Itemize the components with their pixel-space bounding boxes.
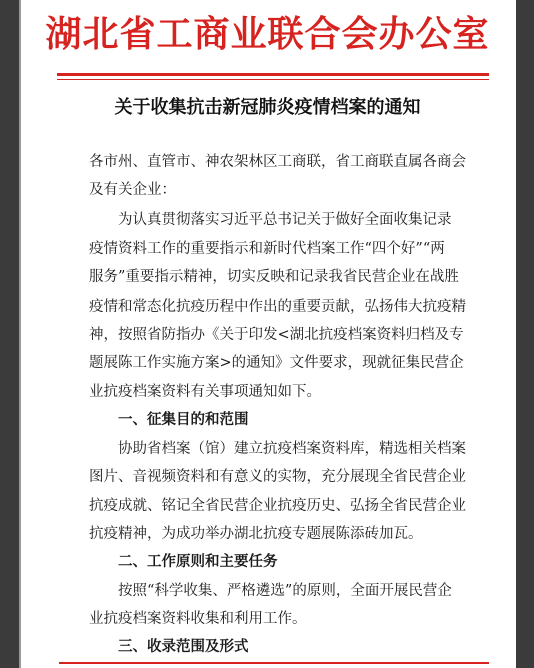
notice-line-17: 业抗疫档案资料收集和利用工作。: [89, 611, 307, 627]
notice-line-11: 协助省档案（馆）建立抗疫档案资料库，精选相关档案: [118, 441, 466, 457]
notice-line-1: 各市州、直管市、神农架林区工商联，省工商联直属各商会: [89, 154, 466, 170]
letterhead-rule-thick: [57, 73, 489, 76]
letterhead-org-name: 湖北省工商业联合会办公室: [45, 13, 490, 55]
notice-title: 关于收集抗击新冠肺炎疫情档案的通知: [114, 97, 421, 118]
section-heading-1: 一、征集目的和范围: [118, 412, 249, 428]
notice-line-9: 业抗疫档案资料有关事项通知如下。: [89, 384, 321, 400]
document-page: [19, 0, 516, 668]
section-heading-3: 三、收录范围及形式: [118, 639, 249, 655]
bottom-rule: [59, 662, 489, 664]
notice-line-2: 及有关企业：: [89, 182, 176, 198]
notice-line-3: 为认真贯彻落实习近平总书记关于做好全面收集记录: [118, 212, 452, 228]
notice-line-4: 疫情资料工作的重要指示和新时代档案工作“四个好”“两: [89, 241, 445, 257]
section-heading-2: 二、工作原则和主要任务: [118, 554, 278, 570]
notice-line-12: 图片、音视频资料和有意义的实物，充分展现全省民营企业: [89, 469, 466, 485]
notice-line-13: 抗疫成就、铭记全省民营企业抗疫历史、弘扬全省民营企业: [89, 498, 466, 514]
notice-line-5: 服务”重要指示精神，切实反映和记录我省民营企业在战胜: [89, 269, 459, 285]
notice-line-14: 抗疫精神，为成功举办湖北抗疫专题展陈添砖加瓦。: [89, 526, 423, 542]
notice-line-7: 神，按照省防指办《关于印发<湖北抗疫档案资料归档及专: [89, 327, 464, 343]
notice-line-8: 题展陈工作实施方案>的通知》文件要求，现就征集民营企: [89, 355, 464, 371]
letterhead-rule-thin: [57, 79, 489, 80]
notice-line-6: 疫情和常态化抗疫历程中作出的重要贡献，弘扬伟大抗疫精: [89, 299, 466, 315]
notice-line-16: 按照“科学收集、严格遴选”的原则，全面开展民营企: [118, 583, 452, 599]
